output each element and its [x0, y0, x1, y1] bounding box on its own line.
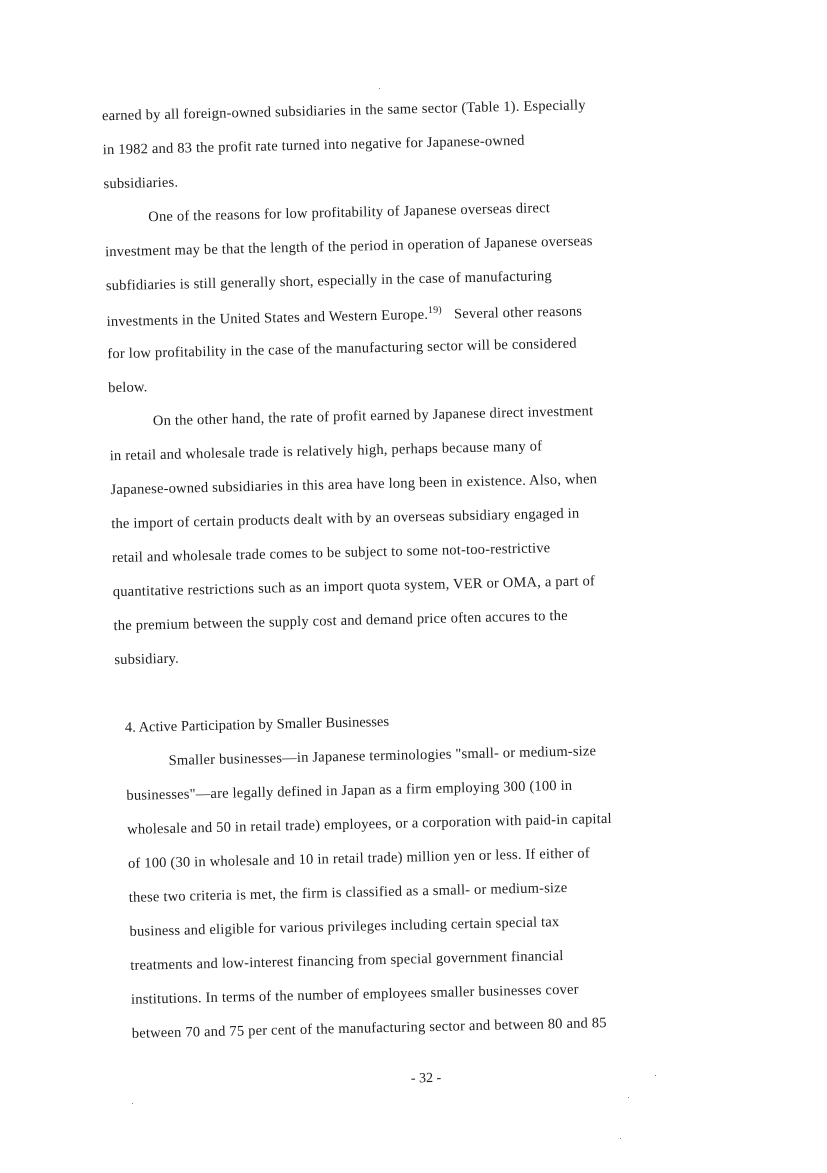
body-text-line: subfidiaries is still generally short, especially in the case of manufacturing [105, 268, 552, 295]
body-text-line: On the other hand, the rate of profit earned by Japanese direct investment [152, 403, 594, 430]
body-text-line: in 1982 and 83 the profit rate turned into negative for Japanese-owned [102, 132, 525, 159]
body-text-line: for low profitability in the case of the manufacturing sector will be considered [107, 335, 577, 363]
body-text-line: of 100 (30 in wholesale and 10 in retail trade) million yen or less. If either of [127, 845, 591, 872]
body-text-line: investment may be that the length of the period in operation of Japanese overseas [104, 233, 593, 261]
body-text-line: subsidiary. [114, 650, 180, 669]
body-text-line: businesses"—are legally defined in Japan as a firm employing 300 (100 in [126, 777, 573, 804]
body-text-fragment: Several other reasons [453, 303, 583, 323]
body-text-line: business and eligible for various privileges including certain special tax [129, 914, 560, 940]
body-text-line: wholesale and 50 in retail trade) employees, or a corporation with paid-in capital [127, 810, 612, 838]
body-text-line: subsidiaries. [103, 174, 179, 193]
scan-speck [132, 1103, 133, 1104]
section-heading: 4. Active Participation by Smaller Businesses [124, 713, 390, 736]
footnote-reference: 19) [427, 304, 443, 316]
body-text-line: institutions. In terms of the number of employees smaller businesses cover [130, 981, 579, 1008]
body-text-line: earned by all foreign-owned subsidiaries in the same sector (Table 1). Especially [101, 97, 586, 125]
body-text-line: in retail and wholesale trade is relatively high, perhaps because many of [109, 438, 543, 465]
body-text-line: the import of certain products dealt with by an overseas subsidiary engaged in [111, 505, 580, 533]
body-text-line [106, 301, 582, 331]
body-text-line: quantitative restrictions such as an import quota system, VER or OMA, a part of [112, 573, 596, 601]
body-text-line: retail and wholesale trade comes to be subject to some not-too-restrictive [111, 540, 551, 567]
body-text-line: Japanese-owned subsidiaries in this area have long been in existence. Also, when [110, 471, 598, 499]
page-number: - 32 - [410, 1070, 442, 1087]
body-text-fragment: investments in the United States and Western Europe. [106, 306, 429, 331]
scan-speck [655, 1075, 656, 1076]
body-text-line: treatments and low-interest financing from special government financial [130, 948, 564, 974]
body-text-line: One of the reasons for low profitability of Japanese overseas direct [148, 200, 551, 226]
scan-speck [620, 1138, 621, 1139]
scan-speck [379, 88, 380, 89]
body-text-line: below. [108, 379, 148, 397]
body-text-line: between 70 and 75 per cent of the manufacturing sector and between 80 and 85 [131, 1015, 607, 1042]
body-text-line: the premium between the supply cost and demand price often accures to the [113, 607, 568, 635]
body-text-line: Smaller businesses—in Japanese terminologies "small- or medium-size [168, 743, 597, 769]
scan-speck [628, 1097, 629, 1098]
body-text-line: these two criteria is met, the firm is classified as a small- or medium-size [128, 879, 568, 906]
